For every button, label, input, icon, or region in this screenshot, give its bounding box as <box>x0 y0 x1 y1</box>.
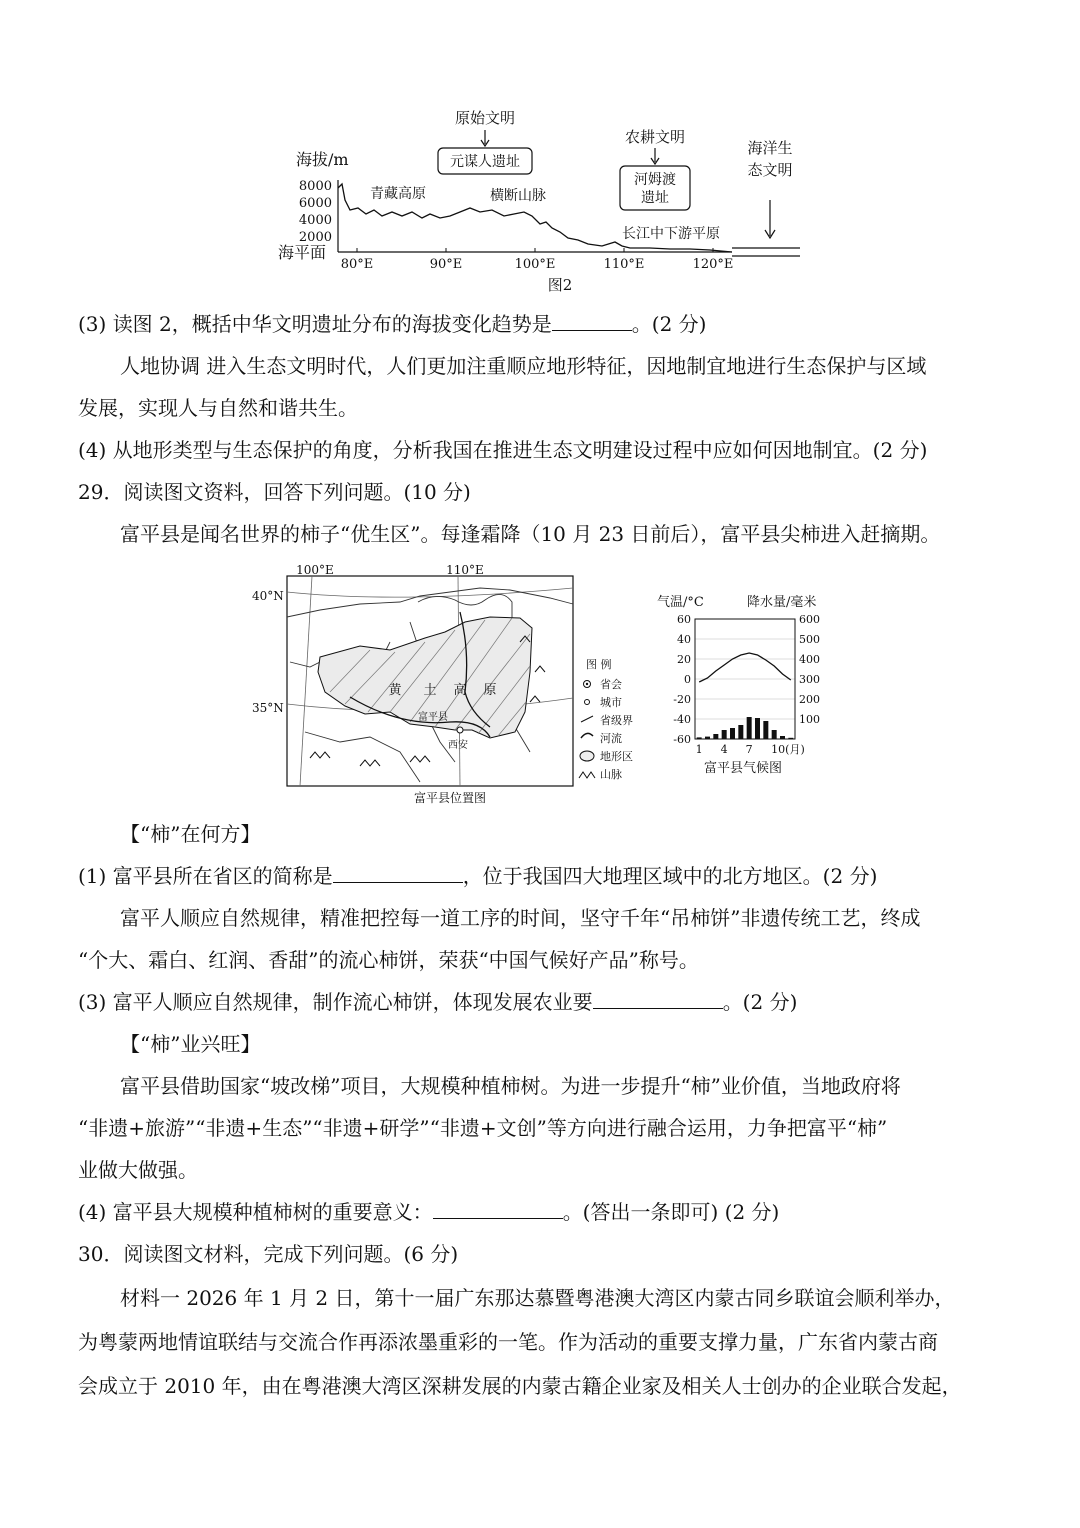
legend-label: 城市 <box>600 696 622 709</box>
climate-month-labels <box>696 743 805 756</box>
graticule-40n <box>287 588 573 597</box>
paragraph: 富平县借助国家“坡改梯”项目，大规模种植柿树。为进一步提升“柿”业价值，当地政府将 <box>120 1074 901 1098</box>
precipitation-tick-label: 300 <box>799 673 820 686</box>
fig2-ylabel: 海拔/m <box>296 150 349 169</box>
legend-title: 图 例 <box>586 658 612 671</box>
elevation-profile-figure <box>270 100 810 300</box>
precipitation-bar <box>722 730 727 739</box>
climate-left-ticks <box>673 613 691 746</box>
precipitation-bar <box>705 737 710 739</box>
precipitation-bar <box>772 730 777 739</box>
paragraph: “非遗+旅游”“非遗+生态”“非遗+研学”“非遗+文创”等方向进行融合运用，力争把富平“柿” <box>78 1116 888 1140</box>
paragraph: “个大、霜白、红润、香甜”的流心柿饼，荣获“中国气候好产品”称号。 <box>78 948 699 972</box>
temperature-tick-label: 0 <box>684 673 691 686</box>
answer-blank[interactable] <box>333 862 463 883</box>
plateau-label-char: 原 <box>483 683 497 698</box>
temperature-tick-label: 60 <box>677 613 691 626</box>
precipitation-tick-label: 600 <box>799 613 820 626</box>
precipitation-bar <box>697 737 702 739</box>
region-label-qinghai-tibet: 青藏高原 <box>370 186 426 202</box>
temperature-tick-label: 40 <box>677 633 691 646</box>
material-paragraph: 为粤蒙两地情谊联结与交流合作再添浓墨重彩的一笔。作为活动的重要支撑力量，广东省内蒙古商 <box>78 1330 938 1354</box>
climate-right-label: 降水量/毫米 <box>747 595 817 610</box>
xian-capital-marker <box>457 727 463 733</box>
precipitation-bar <box>788 738 793 739</box>
precipitation-bar <box>738 725 743 739</box>
climate-grid <box>695 619 795 739</box>
xian-label: 西安 <box>448 740 468 751</box>
temperature-tick-label: -40 <box>673 713 691 726</box>
paragraph: 富平人顺应自然规律，精准把控每一道工序的时间，坚守千年“吊柿饼”非遗传统工艺，终成 <box>120 906 921 930</box>
climate-caption: 富平县气候图 <box>703 761 783 776</box>
legend-label: 河流 <box>600 732 622 745</box>
map-lon-label: 100°E <box>296 563 334 577</box>
temperature-tick-label: 20 <box>677 653 691 666</box>
civ-primitive-title: 原始文明 <box>454 109 516 127</box>
climate-chart <box>655 592 835 782</box>
fuping-location-map <box>250 562 650 812</box>
precipitation-bars <box>697 717 794 739</box>
question-4b: (4) 富平县大规模种植柿树的重要意义： 。(答出一条即可) (2 分) <box>78 1200 780 1224</box>
legend-landform-icon <box>580 751 594 761</box>
plateau-label-char: 土 <box>423 683 437 698</box>
legend-river-icon <box>581 733 593 738</box>
hemudu-label: 遗址 <box>641 190 669 206</box>
fig2-sea-level: 海平面 <box>278 243 327 262</box>
question-30-heading: 30．阅读图文材料，完成下列问题。(6 分) <box>78 1242 459 1266</box>
question-3: (3) 读图 2，概括中华文明遗址分布的海拔变化趋势是 。(2 分) <box>78 312 707 336</box>
legend-label: 省级界 <box>600 714 633 727</box>
section-heading-where: 【“柿”在何方】 <box>120 822 261 846</box>
yuanmou-site-label: 元谋人遗址 <box>450 154 520 170</box>
question-4: (4) 从地形类型与生态保护的角度，分析我国在推进生态文明建设过程中应如何因地制宜。(2 分) <box>78 438 928 462</box>
legend-city-icon <box>585 700 590 705</box>
month-label: 1 <box>695 743 703 756</box>
climate-right-ticks <box>799 613 820 726</box>
month-label: 4 <box>720 743 728 756</box>
precipitation-tick-label: 500 <box>799 633 820 646</box>
fig2-xtick: 110°E <box>603 257 645 272</box>
civ-marine-title: 态文明 <box>747 161 793 179</box>
civ-marine-title: 海洋生 <box>747 139 793 157</box>
fig2-xtick: 120°E <box>692 257 734 272</box>
region-label-changjiang: 长江中下游平原 <box>622 226 720 242</box>
material-paragraph: 材料一 2026 年 1 月 2 日，第十一届广东那达慕暨粤港澳大湾区内蒙古同乡联谊会顺利举办， <box>120 1286 955 1310</box>
hemudu-label: 河姆渡 <box>634 172 676 188</box>
graticule-100e <box>300 576 312 786</box>
map-lat-label: 35°N <box>252 701 284 715</box>
section-heading-industry: 【“柿”业兴旺】 <box>120 1032 261 1056</box>
precipitation-bar <box>780 736 785 739</box>
legend-boundary-icon <box>581 716 593 722</box>
legend-label: 省会 <box>600 678 622 691</box>
fig2-ytick: 2000 <box>298 230 332 245</box>
fig2-caption: 图2 <box>547 276 573 294</box>
paragraph: 富平县是闻名世界的柿子“优生区”。每逢霜降（10 月 23 日前后），富平县尖柿进入赶摘期。 <box>120 522 941 546</box>
precipitation-bar <box>755 718 760 739</box>
fig2-xtick: 80°E <box>340 257 374 272</box>
temperature-tick-label: -60 <box>673 733 691 746</box>
region-label-hengduan: 横断山脉 <box>490 188 546 204</box>
precipitation-tick-label: 200 <box>799 693 820 706</box>
map-caption: 富平县位置图 <box>413 791 487 805</box>
temperature-tick-label: -20 <box>673 693 691 706</box>
question-29-heading: 29．阅读图文资料，回答下列问题。(10 分) <box>78 480 471 504</box>
climate-left-label: 气温/°C <box>657 595 704 610</box>
temperature-line <box>699 653 791 682</box>
plateau-label-char: 黄 <box>388 683 402 698</box>
fig2-ytick: 6000 <box>298 196 332 211</box>
fig2-xtick: 100°E <box>514 257 556 272</box>
paragraph: 业做大做强。 <box>78 1158 198 1182</box>
civ-farming-title: 农耕文明 <box>624 128 686 146</box>
precipitation-tick-label: 100 <box>799 713 820 726</box>
legend-label: 地形区 <box>600 750 633 763</box>
precipitation-bar <box>763 721 768 739</box>
fig2-xtick: 90°E <box>429 257 463 272</box>
question-3b: (3) 富平人顺应自然规律，制作流心柿饼，体现发展农业要 。(2 分) <box>78 990 798 1014</box>
fuping-county-label: 富平县 <box>418 712 448 723</box>
paragraph: 发展，实现人与自然和谐共生。 <box>78 396 358 420</box>
fig2-ytick: 8000 <box>298 179 332 194</box>
precipitation-bar <box>713 734 718 739</box>
plateau-label-char: 高 <box>453 683 467 698</box>
precipitation-bar <box>747 717 752 739</box>
question-1: (1) 富平县所在省区的简称是 ，位于我国四大地理区域中的北方地区。(2 分) <box>78 864 878 888</box>
map-lon-label: 110°E <box>446 563 484 577</box>
map-lat-label: 40°N <box>252 589 284 603</box>
answer-blank[interactable] <box>593 988 723 1009</box>
answer-blank[interactable] <box>433 1198 563 1219</box>
material-paragraph: 会成立于 2010 年，由在粤港澳大湾区深耕发展的内蒙古籍企业家及相关人士创办的企业联合发起， <box>78 1374 962 1398</box>
paragraph: 人地协调 进入生态文明时代，人们更加注重顺应地形特征，因地制宜地进行生态保护与区域 <box>120 354 927 378</box>
precipitation-tick-label: 400 <box>799 653 820 666</box>
fig2-ytick: 4000 <box>298 213 332 228</box>
month-label: 10(月) <box>771 743 805 756</box>
answer-blank[interactable] <box>552 310 632 331</box>
precipitation-bar <box>730 728 735 739</box>
legend-mountain-icon <box>579 772 595 778</box>
month-label: 7 <box>745 743 753 756</box>
map-legend <box>579 657 633 781</box>
legend-label: 山脉 <box>600 768 622 781</box>
